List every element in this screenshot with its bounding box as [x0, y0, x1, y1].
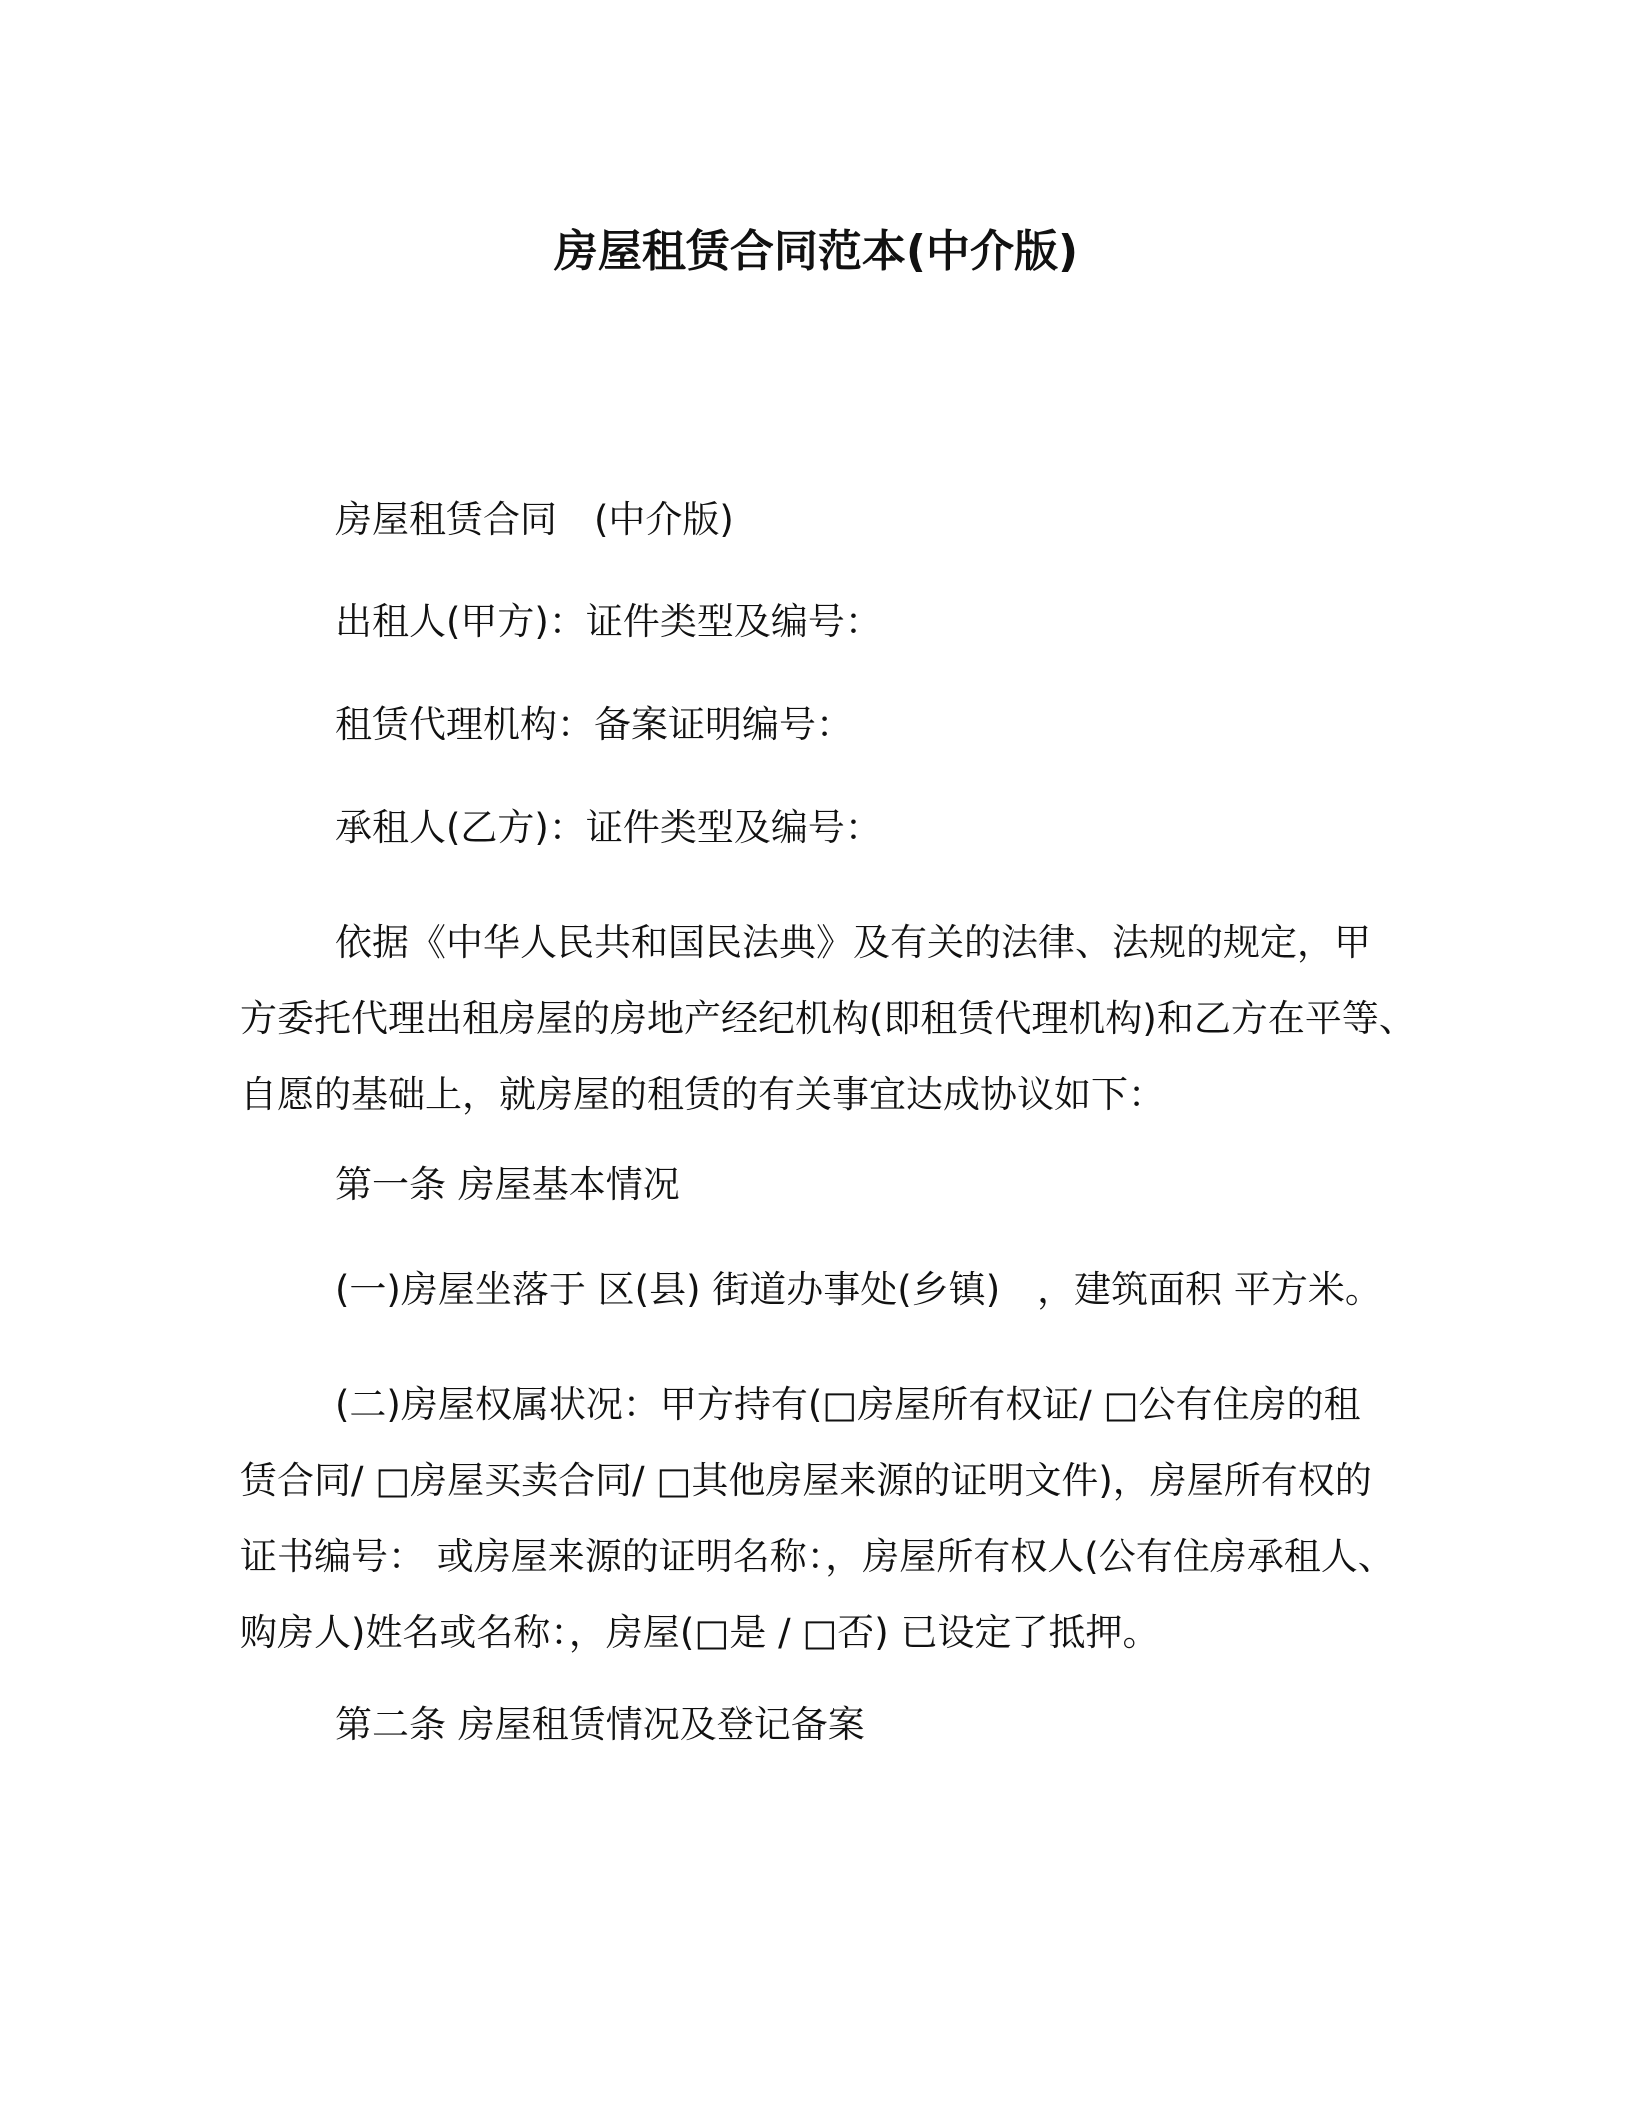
document-title: 房屋租赁合同范本(中介版) [553, 226, 1079, 277]
article1-item2-line: 证书编号： 或房屋来源的证明名称：，房屋所有权人(公有住房承租人、 [240, 1535, 1395, 1578]
preamble-line: 自愿的基础上，就房屋的租赁的有关事宜达成协议如下： [240, 1073, 1165, 1116]
article1-item2-paragraph [240, 1367, 1410, 1671]
preamble-paragraph [240, 905, 1416, 1133]
article1-heading: 第一条 房屋基本情况 [335, 1163, 680, 1206]
article2-heading: 第二条 房屋租赁情况及登记备案 [335, 1703, 865, 1746]
lessee-line: 承租人(乙方)：证件类型及编号： [335, 806, 882, 849]
agency-line: 租赁代理机构：备案证明编号： [335, 703, 853, 746]
article1-item2-line: 赁合同/ □房屋买卖合同/ □其他房屋来源的证明文件)，房屋所有权的 [240, 1459, 1372, 1502]
contract-header-line: 房屋租赁合同 (中介版) [335, 498, 734, 541]
article1-item2-line: (二)房屋权属状况：甲方持有(□房屋所有权证/ □公有住房的租 [335, 1383, 1361, 1426]
preamble-line: 依据《中华人民共和国民法典》及有关的法律、法规的规定，甲 [335, 921, 1371, 964]
article1-item2-line: 购房人)姓名或名称：，房屋(□是 / □否) 已设定了抵押。 [240, 1611, 1160, 1654]
article1-item1: (一)房屋坐落于 区(县) 街道办事处(乡镇) ，建筑面积 平方米。 [335, 1268, 1382, 1311]
preamble-line: 方委托代理出租房屋的房地产经纪机构(即租赁代理机构)和乙方在平等、 [240, 997, 1416, 1040]
lessor-line: 出租人(甲方)：证件类型及编号： [335, 600, 882, 643]
